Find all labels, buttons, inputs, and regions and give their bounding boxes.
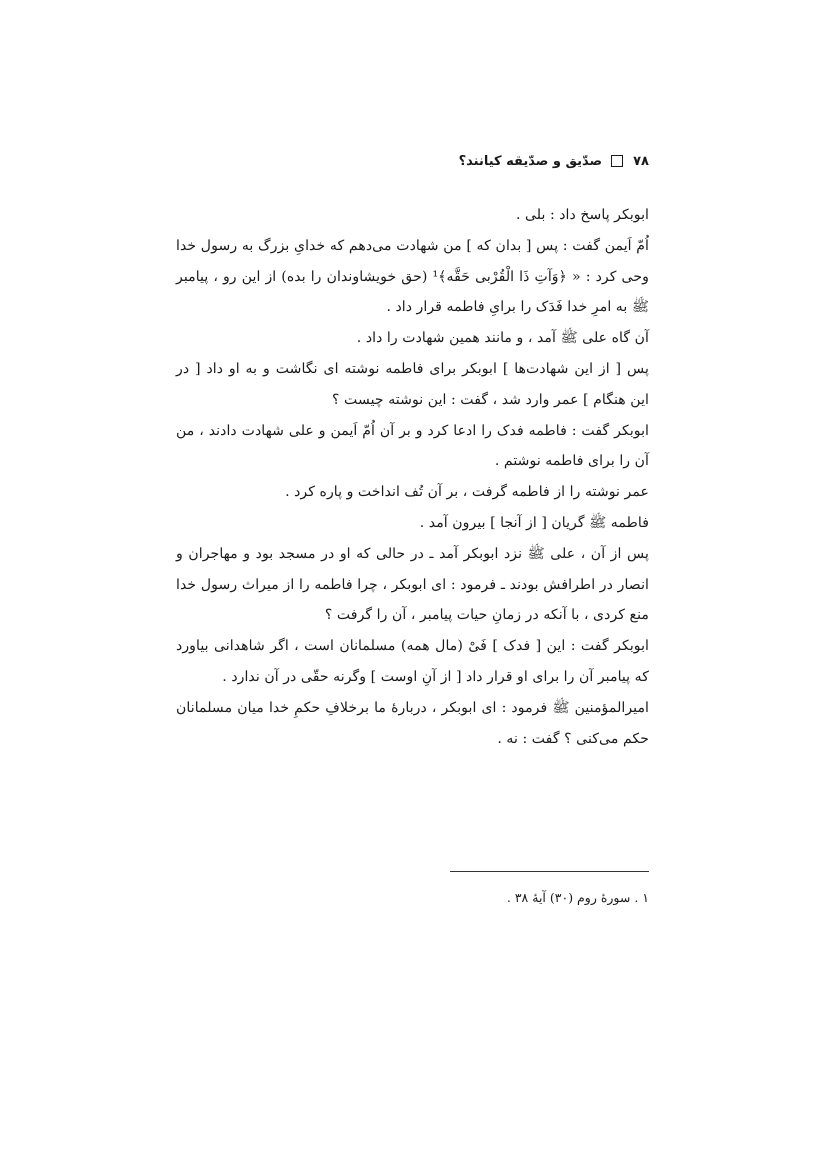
footnote-divider (450, 871, 649, 872)
paragraph: ابوبکر پاسخ داد : بلی . (515, 207, 649, 223)
paragraph: امیرالمؤمنین ﷺ فرمود : ای ابوبکر ، دربارهٔ ما برخلافِ حکمِ خدا میان مسلمانان حکم می‌کنی ؟ گفت : نه . (176, 699, 649, 747)
running-title: صدّیق و صدّیقه کیانند؟ (458, 153, 603, 169)
page-number: ۷۸ (633, 153, 649, 169)
paragraph: آن گاه علی ﷺ آمد ، و مانند همین شهادت را داد . (356, 330, 649, 347)
paragraph: پس از آن ، علی ﷺ نزد ابوبکر آمد ـ در حالی که او در مسجد بود و مهاجران و انصار در اطرافش بودند ـ فرمود : ای ابوبکر ، چرا فاطمه را از میراث رسول خدا منع کردی ، با آنکه در زمانِ حیات پیامبر ، آن را گرفت ؟ (176, 545, 649, 624)
footnote: ۱ . سورهٔ روم (۳۰) آیهٔ ۳۸ . (506, 890, 649, 905)
body-text (176, 200, 649, 754)
square-bullet-icon (611, 155, 623, 167)
paragraph: عمر نوشته را از فاطمه گرفت ، بر آن تُف انداخت و پاره کرد . (285, 484, 649, 501)
paragraph: ابوبکر گفت : این [ فدک ] فَیْ (مال همه) مسلمانان است ، اگر شاهدانی بیاورد که پیامبر آن را برای او قرار داد [ از آنِ اوست ] وگرنه حقّی در آن ندارد . (176, 638, 649, 685)
paragraph: پس [ از این شهادت‌ها ] ابوبکر برای فاطمه نوشته ای نگاشت و به او داد [ در این هنگام ] عمر وارد شد ، گفت : این نوشته چیست ؟ (176, 360, 649, 408)
paragraph: ابوبکر گفت : فاطمه فدک را ادعا کرد و بر آن اُمّ اَیمن و علی شهادت دادند ، من آن را برای فاطمه نوشتم . (176, 422, 649, 470)
paragraph: اُمّ اَیمن گفت : پس [ بدان که ] من شهادت می‌دهم که خدایِ بزرگ به رسول خدا وحی کرد : « ﴿وَآتِ ذَا الْقُرْبی حَقَّه﴾¹ (حق خویشاوندان را بده) از این رو ، پیامبر ﷺ به امرِ خدا فَدَک را برایِ فاطمه قرار داد . (176, 237, 649, 316)
paragraph: فاطمه ﷺ گریان [ از آنجا ] بیرون آمد . (419, 514, 649, 531)
page-header (176, 150, 649, 172)
